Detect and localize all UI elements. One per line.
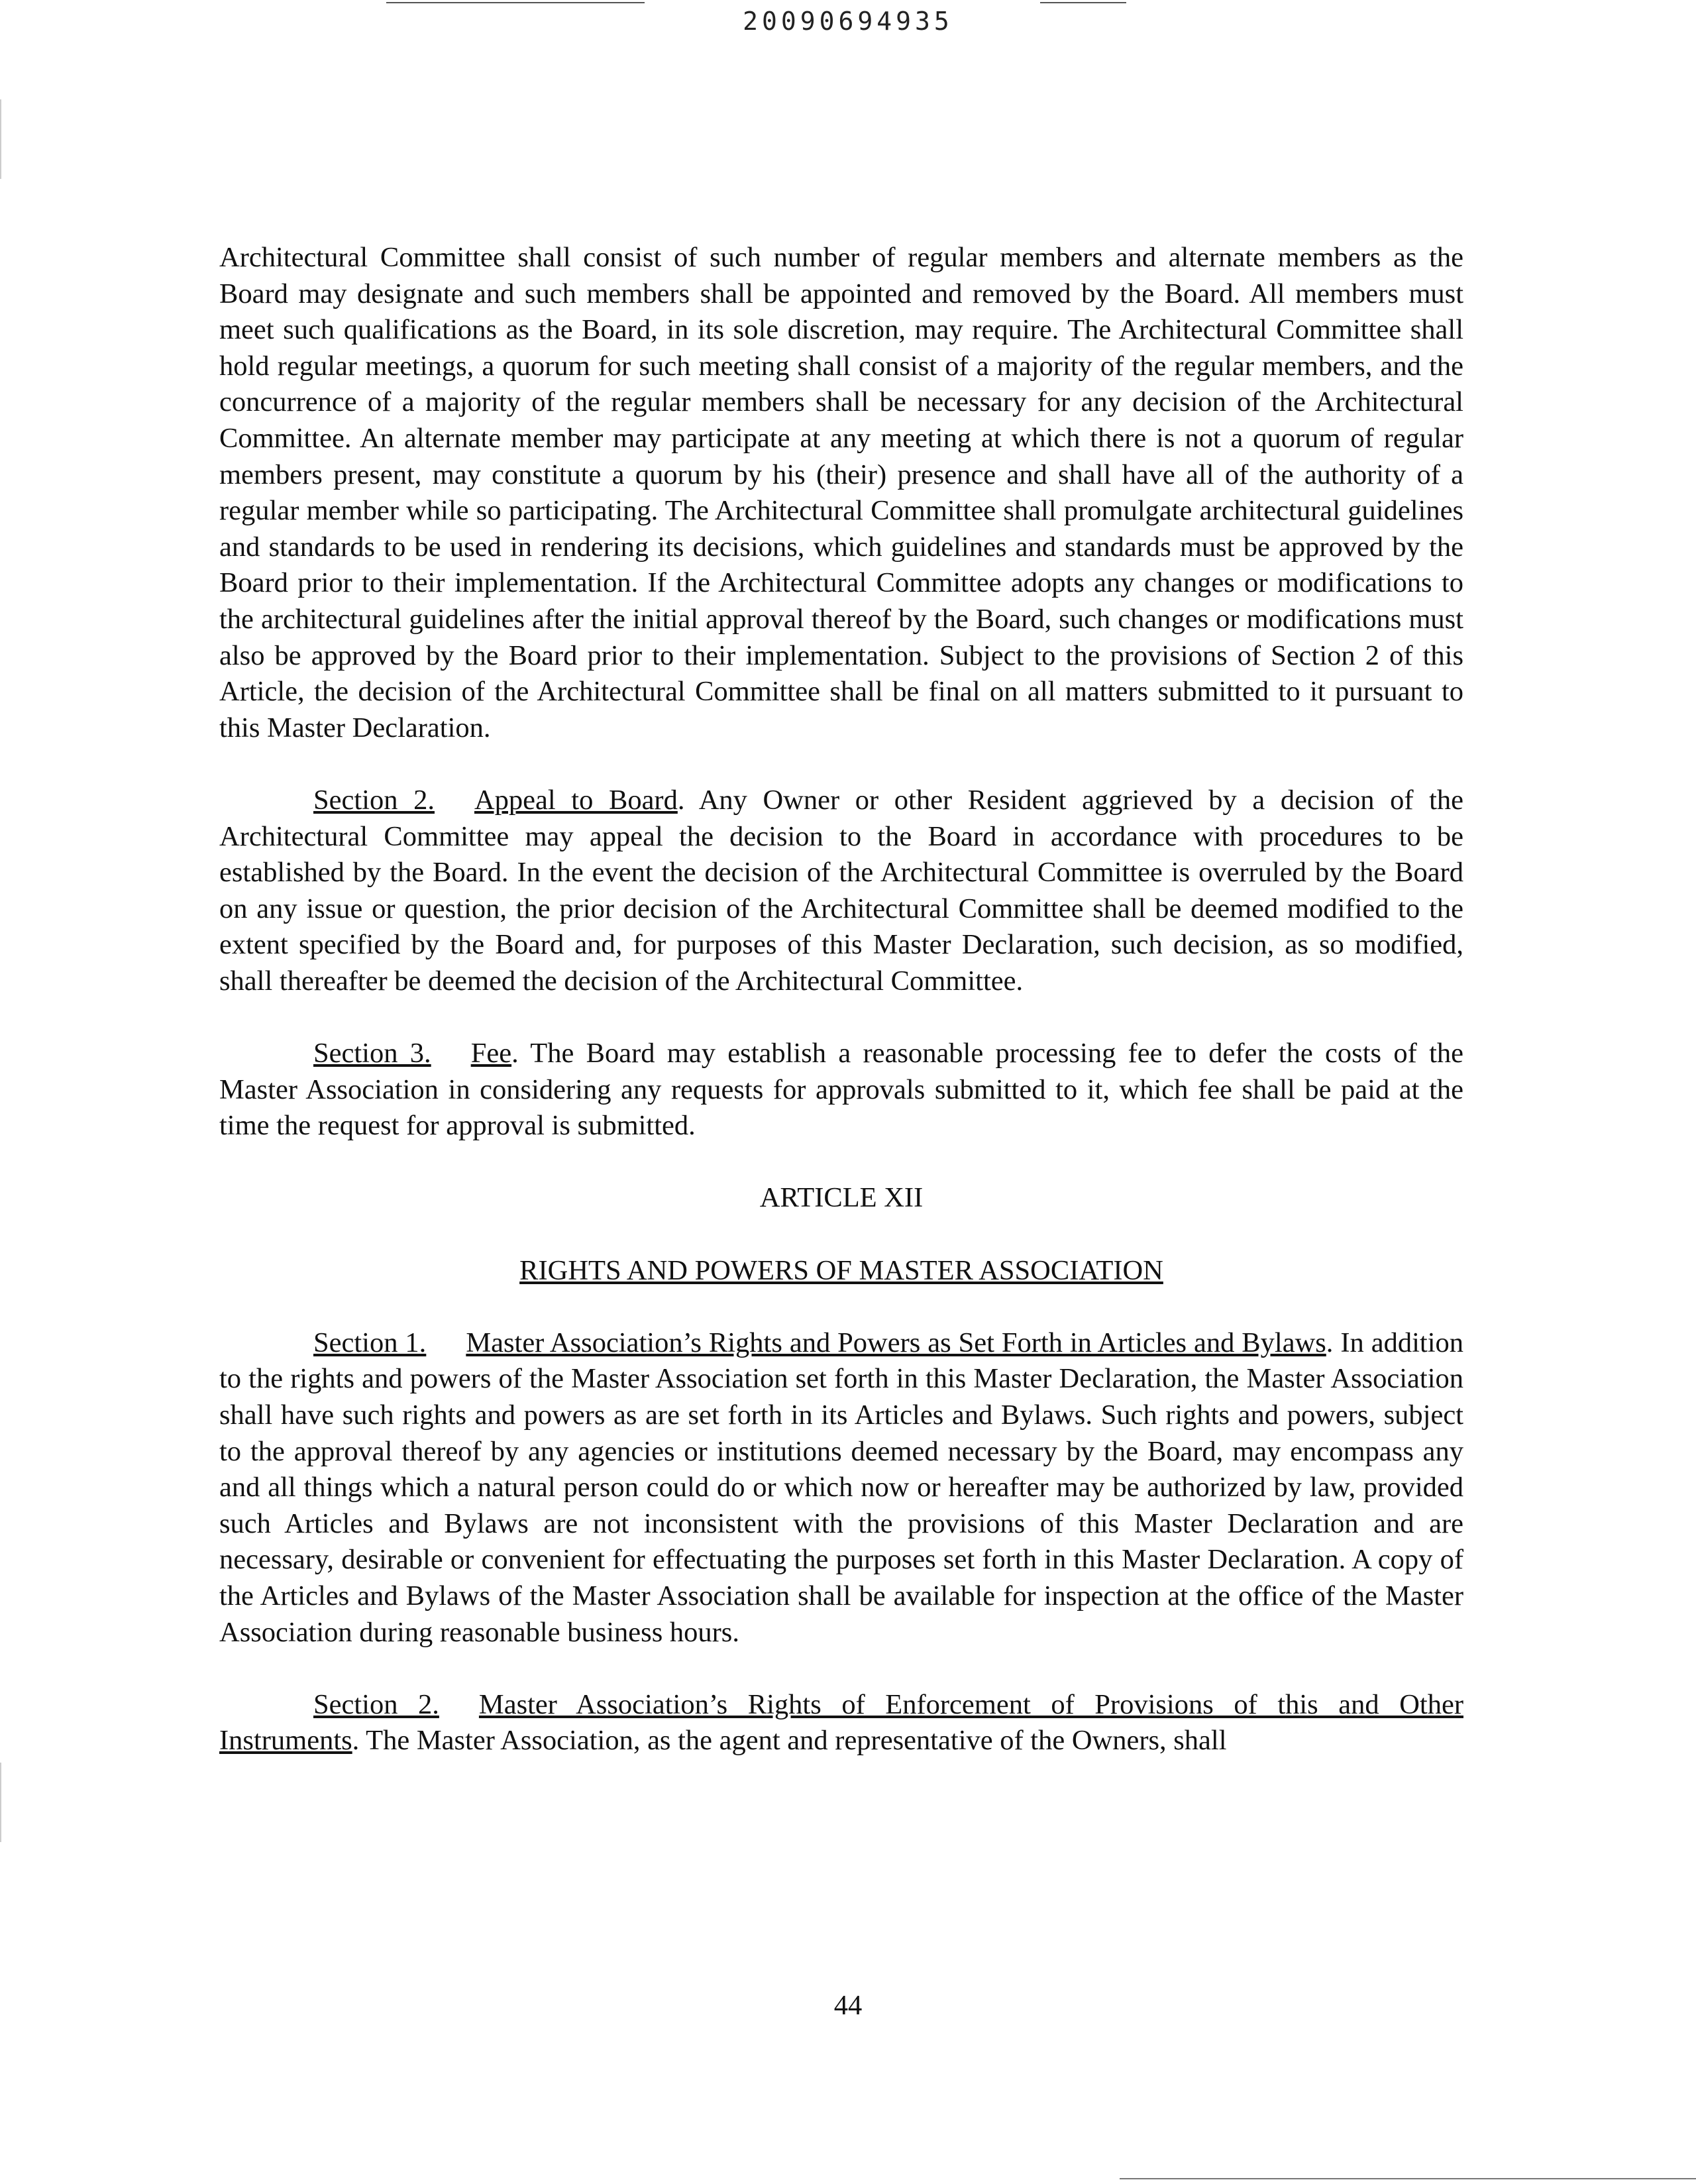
header-rule-right	[1040, 2, 1126, 3]
section-title: Master Association’s Rights of Enforcement of Provisions of this and Other Instruments	[219, 1688, 1463, 1757]
section-3-fee	[219, 1036, 1463, 1144]
left-edge-mark-top	[0, 99, 1, 179]
section-number: Section 1.	[313, 1327, 427, 1358]
section-2-appeal-to-board	[219, 783, 1463, 1000]
left-edge-mark-bottom	[0, 1763, 1, 1842]
section-number: Section 3.	[313, 1038, 431, 1069]
paragraph-architectural-committee: Architectural Committee shall consist of such number of regular members and alternate members as the Board may designate and such members shall be appointed and removed by the Board. All members must meet such qualifications as the Board, in its sole discretion, may require. The Architectural Committee shall hold regular meetings, a quorum for such meeting shall consist of a majority of the regular members, and the concurrence of a majority of the regular members shall be necessary for any decision of the Architectural Committee. An alternate member may participate at any meeting at which there is not a quorum of regular members present, may constitute a quorum by his (their) presence and shall have all of the authority of a regular member while so participating. The Architectural Committee shall promulgate architectural guidelines and standards to be used in rendering its decisions, which guidelines and standards must be approved by the Board prior to their implementation. If the Architectural Committee adopts any changes or modifications to the architectural guidelines after the initial approval thereof by the Board, such changes or modifications must also be approved by the Board prior to their implementation. Subject to the provisions of Section 2 of this Article, the decision of the Architectural Committee shall be final on all matters submitted to it pursuant to this Master Declaration.	[219, 242, 1463, 743]
page-number: 44	[833, 1990, 863, 2021]
footer-rule	[1120, 2178, 1696, 2179]
section-2-rights-of-enforcement	[219, 1687, 1463, 1759]
section-number: Section 2.	[313, 784, 435, 816]
section-title: Appeal to Board	[474, 784, 678, 816]
header-rule-left	[386, 2, 645, 3]
article-title-text: RIGHTS AND POWERS OF MASTER ASSOCIATION	[519, 1254, 1163, 1286]
article-heading: ARTICLE XII	[759, 1182, 924, 1214]
section-text: . The Board may establish a reasonable processing fee to defer the costs of the Master Association in considering any requests for approvals submitted to it, which fee shall be paid at the time the request for approval is submitted.	[219, 1038, 1464, 1142]
section-text: . In addition to the rights and powers of the Master Association set forth in this Master Declaration, the Master Association shall have such rights and powers as are set forth in its Articles and Bylaws. Such rights and powers, subject to the approval thereof by any agencies or institutions deemed necessary by the Board, may encompass any and all things which a natural person could do or which now or hereafter may be authorized by law, provided such Articles and Bylaws are not inconsistent with the provisions of this Master Declaration and are necessary, desirable or convenient for effectuating the purposes set forth in this Master Declaration. A copy of the Articles and Bylaws of the Master Association shall be available for inspection at the office of the Master Association during reasonable business hours.	[219, 1327, 1463, 1648]
article-title	[219, 1253, 1463, 1289]
section-title: Master Association’s Rights and Powers as Set Forth in Articles and Bylaws	[466, 1327, 1326, 1358]
document-body	[219, 240, 1463, 1759]
section-title: Fee	[470, 1038, 512, 1069]
section-number: Section 2.	[313, 1688, 439, 1720]
section-1-rights-and-powers	[219, 1325, 1463, 1651]
document-number: 20090694935	[743, 7, 953, 36]
section-text: . Any Owner or other Resident aggrieved by a decision of the Architectural Committee may appeal the decision to the Board in accordance with procedures to be established by the Board. In the event the decision of the Architectural Committee is overruled by the Board on any issue or question, the prior decision of the Architectural Committee shall be deemed modified to the extent specified by the Board and, for purposes of this Master Declaration, such decision, as so modified, shall thereafter be deemed the decision of the Architectural Committee.	[219, 784, 1463, 997]
section-text: . The Master Association, as the agent and representative of the Owners, shall	[352, 1725, 1227, 1757]
